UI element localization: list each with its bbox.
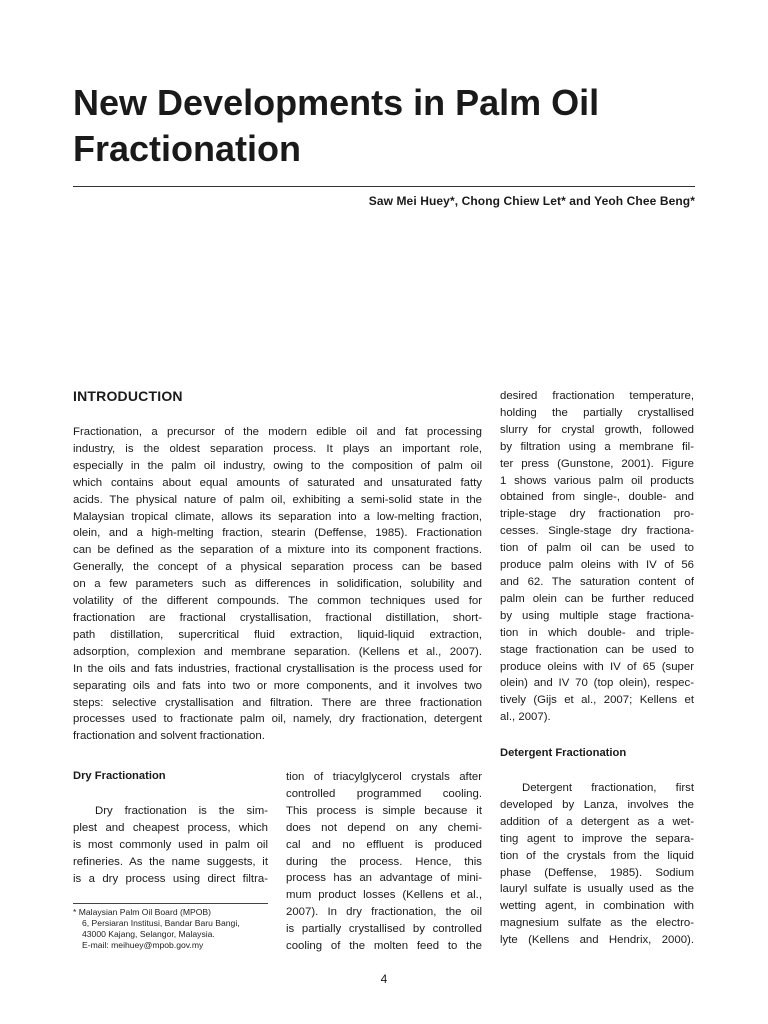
text-line: cooling of the molten feed to the xyxy=(286,940,482,953)
text-line: Generally, the concept of a physical separation process can be based xyxy=(73,561,482,574)
text-line: phase (Deffense, 1985). Sodium xyxy=(500,866,694,879)
text-line: al., 2007). xyxy=(500,711,551,724)
page-number: 4 xyxy=(380,972,388,986)
text-line: tion of palm oil can be used to xyxy=(500,542,694,555)
page-title xyxy=(73,80,713,172)
text-line: olein) and IV 70 (top olein), respec- xyxy=(500,677,694,690)
text-line: holding the partially crystallised xyxy=(500,406,694,419)
text-line: does not depend on any chemi- xyxy=(286,821,482,834)
text-line: lyte (Kellens and Hendrix, 2000). xyxy=(500,934,694,947)
text-line: plest and cheapest process, which xyxy=(73,821,268,834)
text-line: processes used to fractionate palm oil, namely, dry fractionation, detergent xyxy=(73,713,482,726)
text-line: tion of triacylglycerol crystals after xyxy=(286,771,482,783)
text-line: tion in which double- and triple- xyxy=(500,626,694,639)
title-line-1: New Developments in Palm Oil xyxy=(73,82,600,123)
text-line: is partially crystallised by controlled xyxy=(286,923,482,936)
text-line: refineries. As the name suggests, it xyxy=(73,855,268,868)
dry-fractionation-text-col2 xyxy=(286,769,482,955)
text-line: lauryl sulfate is usually used as the xyxy=(500,883,694,896)
text-line: produce oleins with IV of 65 (super xyxy=(500,660,694,673)
text-line: adsorption, complexion and membrane separation. (Kellens et al., 2007). xyxy=(73,645,482,658)
text-line: separating oils and fats into two or more components, and it involves two xyxy=(73,679,482,692)
text-line: stage fractionation can be used to xyxy=(500,643,694,656)
text-line: palm olein can be further reduced xyxy=(500,592,694,605)
introduction-heading: INTRODUCTION xyxy=(73,388,183,404)
text-line: Detergent fractionation, first xyxy=(522,782,694,794)
text-line: 1 shows various palm oil products xyxy=(500,474,694,487)
text-line: tion of the crystals from the liquid xyxy=(500,849,694,862)
footnote-divider xyxy=(73,903,268,904)
detergent-fractionation-text xyxy=(500,780,694,949)
title-divider xyxy=(73,186,695,187)
footnote-line: * Malaysian Palm Oil Board (MPOB) xyxy=(73,907,212,917)
title-line-2: Fractionation xyxy=(73,128,302,169)
text-line: olein, and a high-melting fraction, stearin (Deffense, 1985). Fractionation xyxy=(73,527,482,540)
text-line: fractionation are fractional crystallisation, fractional distillation, short- xyxy=(73,611,482,624)
dry-fractionation-text-col1 xyxy=(73,803,268,888)
text-line: controlled programmed cooling. xyxy=(286,787,482,800)
right-column-text xyxy=(500,388,694,726)
text-line: tively (Gijs et al., 2007; Kellens et xyxy=(500,694,694,707)
text-line: ter press (Gunstone, 2001). Figure xyxy=(500,457,694,470)
text-line: Dry fractionation is the sim- xyxy=(95,805,268,817)
text-line: developed by Lanza, involves the xyxy=(500,798,694,811)
text-line: ting agent to improve the separa- xyxy=(500,832,694,845)
text-line: volatility of the different compounds. The common techniques used for xyxy=(73,595,482,608)
text-line: addition of a detergent as a wet- xyxy=(500,815,694,828)
text-line: and 62. The saturation content of xyxy=(500,575,694,588)
footnote-line: E-mail: meihuey@mpob.gov.my xyxy=(82,940,204,950)
text-line: is a dry process using direct filtra- xyxy=(73,872,268,885)
text-line: can be defined as the separation of a mixture into its component fractions. xyxy=(73,544,482,557)
introduction-text xyxy=(73,424,482,745)
text-line: during the process. Hence, this xyxy=(286,855,482,868)
footnote xyxy=(73,907,273,951)
text-line: produce palm oleins with IV of 56 xyxy=(500,559,694,572)
text-line: by using multiple stage fractiona- xyxy=(500,609,694,622)
text-line: steps: selective crystallisation and filtration. There are three fractionation xyxy=(73,696,482,709)
text-line: which contains about equal amounts of saturated and unsaturated fatty xyxy=(73,476,482,489)
text-line: cal and no effluent is produced xyxy=(286,838,482,851)
text-line: especially in the palm oil industry, owing to the composition of palm oil xyxy=(73,459,482,472)
text-line: obtained from single-, double- and xyxy=(500,491,694,504)
text-line: slurry for crystal growth, followed xyxy=(500,423,694,436)
text-line: This process is simple because it xyxy=(286,804,482,817)
detergent-fractionation-heading: Detergent Fractionation xyxy=(500,747,627,759)
text-line: fractionation and solvent fractionation. xyxy=(73,730,265,743)
text-line: process has an advantage of mini- xyxy=(286,872,482,885)
footnote-line: 6, Persiaran Institusi, Bandar Baru Bangi, xyxy=(82,918,240,928)
text-line: by filtration using a membrane fil- xyxy=(500,440,694,453)
dry-fractionation-heading: Dry Fractionation xyxy=(73,770,166,782)
text-line: acids. The physical nature of palm oil, exhibiting a semi-solid state in the xyxy=(73,493,482,506)
text-line: is most commonly used in palm oil xyxy=(73,838,268,851)
footnote-line: 43000 Kajang, Selangor, Malaysia. xyxy=(82,929,215,939)
text-line: In the oils and fats industries, fractional crystallisation is the process used for xyxy=(73,662,482,675)
text-line: Malaysian tropical climate, allows its separation into a low-melting fraction, xyxy=(73,510,482,523)
text-line: cesses. Single-stage dry fractiona- xyxy=(500,525,694,538)
text-line: magnesium sulfate as the electro- xyxy=(500,917,694,930)
text-line: triple-stage dry fractionation pro- xyxy=(500,508,694,521)
text-line: 2007). In dry fractionation, the oil xyxy=(286,906,482,919)
text-line: Fractionation, a precursor of the modern edible oil and fat processing xyxy=(73,426,482,438)
author-list: Saw Mei Huey*, Chong Chiew Let* and Yeoh Chee Beng* xyxy=(368,194,695,208)
text-line: mum product losses (Kellens et al., xyxy=(286,889,482,902)
text-line: desired fractionation temperature, xyxy=(500,390,694,402)
text-line: path distillation, supercritical fluid extraction, liquid-liquid extraction, xyxy=(73,628,482,641)
text-line: wetting agent, in combination with xyxy=(500,900,694,913)
text-line: on a few parameters such as differences in solidification, solubility and xyxy=(73,578,482,591)
text-line: industry, is the oldest separation process. It plays an important role, xyxy=(73,442,482,455)
